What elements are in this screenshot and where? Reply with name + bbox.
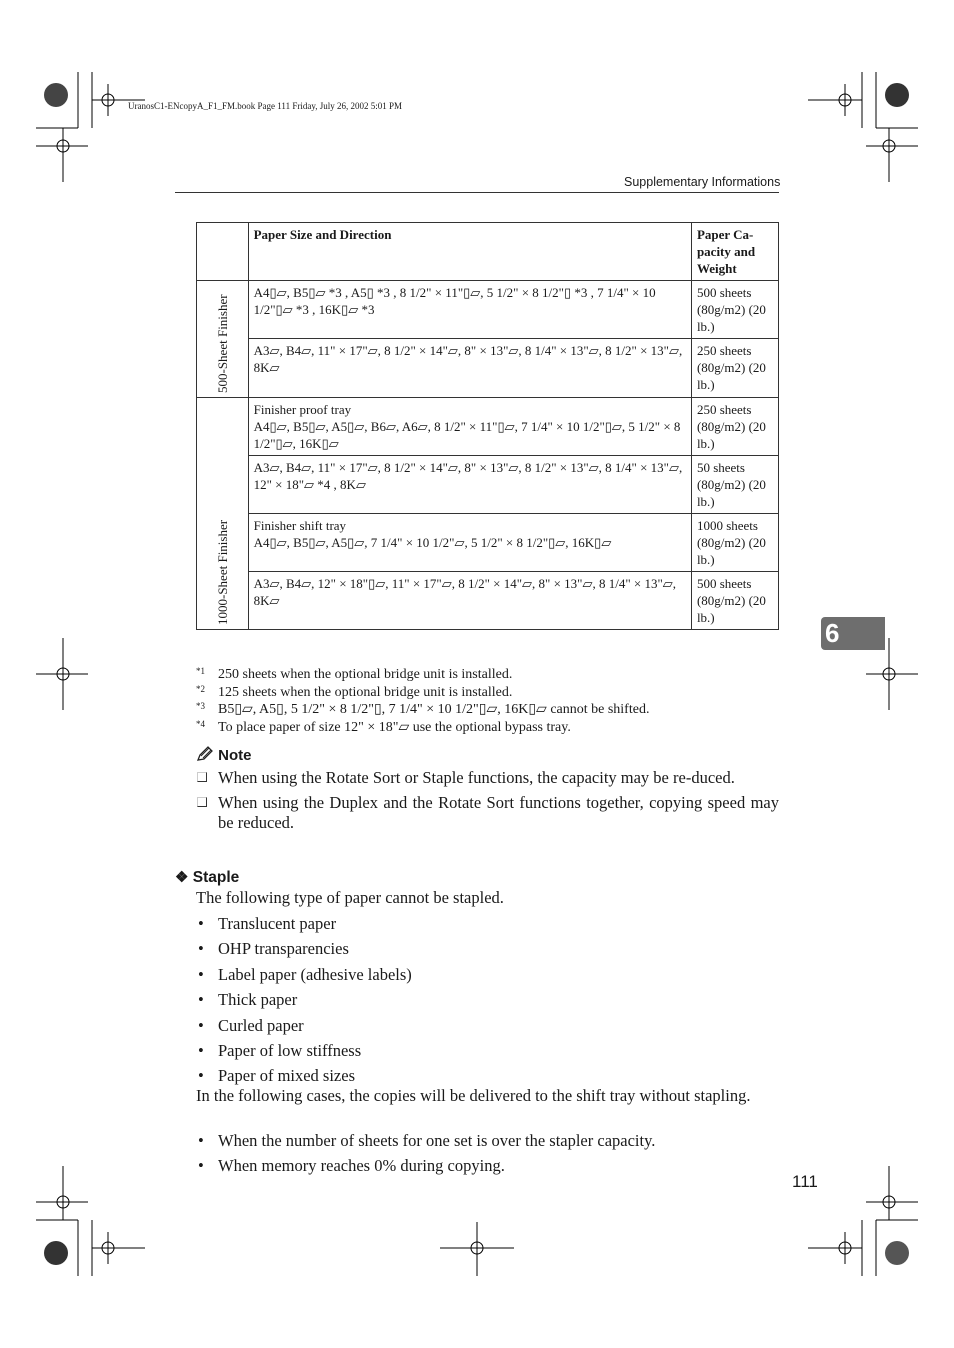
- capacity-cell: 1000 sheets (80g/m2) (20 lb.): [691, 514, 778, 572]
- table-row: [197, 572, 779, 630]
- staple-heading: [175, 868, 239, 887]
- paper-size-table: [196, 222, 779, 630]
- diamond-ornament-icon: ❖: [175, 869, 189, 886]
- footnote-text: To place paper of size 12" × 18"▱ use the optional bypass tray.: [218, 719, 571, 735]
- list-item-text: OHP transparencies: [218, 939, 349, 959]
- pencil-icon: [196, 746, 214, 762]
- size-cell: A4▯▱, B5▯▱ *3 , A5▯ *3 , 8 1/2" × 11"▯▱, 5 1/2" × 8 1/2"▯ *3 , 7 1/4" × 10 1/2"▯▱ *3 , 16K▯▱ *3: [248, 281, 691, 339]
- group-1000-sheet: [197, 398, 249, 630]
- capacity-cell: 250 sheets (80g/m2) (20 lb.): [691, 398, 778, 456]
- list-item-text: Paper of low stiffness: [218, 1040, 362, 1060]
- list-item-text: When the number of sheets for one set is over the stapler capacity.: [218, 1131, 656, 1150]
- footnote-mark: *2: [196, 683, 205, 694]
- note-list: [196, 768, 779, 838]
- size-cell: A3▱, B4▱, 11" × 17"▱, 8 1/2" × 14"▱, 8" × 13"▱, 8 1/2" × 13"▱, 8 1/4" × 13"▱, 12" × 18"▱ *4 , 8K▱: [248, 456, 691, 514]
- bullet-icon: •: [198, 914, 204, 933]
- size-text: A4▯▱, B5▯▱, A5▯▱, B6▱, A6▱, 8 1/2" × 11"▯▱, 7 1/4" × 10 1/2"▯▱, 5 1/2" × 8 1/2"▯▱, 16K▯▱: [253, 419, 681, 451]
- note-item: [196, 768, 779, 788]
- list-item-text: Label paper (adhesive labels): [218, 964, 412, 984]
- header-capacity: Paper Ca-pacity and Weight: [691, 223, 778, 281]
- chapter-tab: 6: [821, 617, 885, 650]
- header-size: Paper Size and Direction: [248, 223, 691, 281]
- staple-title: Staple: [192, 869, 240, 886]
- table-row: [197, 514, 779, 572]
- bullet-icon: •: [198, 1131, 204, 1150]
- bullet-icon: •: [198, 990, 204, 1010]
- group-label: 500-Sheet Finisher: [215, 294, 231, 393]
- footnotes: [196, 666, 649, 736]
- note-text: When using the Duplex and the Rotate Sort functions together, copying speed may be reduced.: [218, 793, 779, 832]
- list-item-text: When memory reaches 0% during copying.: [218, 1156, 505, 1176]
- header-rule: [175, 192, 779, 193]
- size-cell: A3▱, B4▱, 11" × 17"▱, 8 1/2" × 14"▱, 8" × 13"▱, 8 1/4" × 13"▱, 8 1/2" × 13"▱, 8K▱: [248, 339, 691, 398]
- bullet-icon: •: [198, 1066, 204, 1086]
- list-item-text: Translucent paper: [218, 914, 337, 933]
- note-heading: [196, 746, 252, 764]
- footnote: [196, 719, 649, 737]
- capacity-cell: 250 sheets (80g/m2) (20 lb.): [691, 339, 778, 398]
- header-corner-cell: [197, 223, 249, 281]
- capacity-cell: 500 sheets (80g/m2) (20 lb.): [691, 572, 778, 630]
- size-cell: A3▱, B4▱, 12" × 18"▯▱, 11" × 17"▱, 8 1/2" × 14"▱, 8" × 13"▱, 8 1/4" × 13"▱, 8K▱: [248, 572, 691, 630]
- page-number: 111: [792, 1172, 818, 1191]
- size-cell: [248, 398, 691, 456]
- footnote: [196, 701, 649, 719]
- shift-tray-cases-list: [196, 1131, 655, 1182]
- list-item: [196, 1016, 412, 1041]
- checkbox-icon: [197, 772, 207, 782]
- bullet-icon: •: [198, 1015, 204, 1035]
- list-item: [196, 965, 412, 990]
- footnote-mark: *3: [196, 701, 205, 711]
- unstaplable-paper-list: [196, 914, 412, 1092]
- bullet-icon: •: [198, 1040, 204, 1060]
- list-item-text: Thick paper: [218, 990, 298, 1010]
- staple-intro: The following type of paper cannot be stapled.: [196, 888, 504, 907]
- cases-intro: In the following cases, the copies will be delivered to the shift tray without stapling.: [196, 1086, 751, 1105]
- tray-label: Finisher proof tray: [253, 402, 352, 417]
- table-row: [197, 398, 779, 456]
- note-text: When using the Rotate Sort or Staple functions, the capacity may be re-duced.: [218, 768, 735, 787]
- footnote: [196, 684, 649, 702]
- bullet-icon: •: [198, 939, 204, 959]
- capacity-cell: 50 sheets (80g/m2) (20 lb.): [691, 456, 778, 514]
- bullet-icon: •: [198, 1156, 204, 1176]
- footnote-mark: *1: [196, 666, 205, 676]
- footnote-text: 250 sheets when the optional bridge unit is installed.: [218, 667, 513, 682]
- bullet-icon: •: [198, 964, 204, 984]
- table-header-row: [197, 223, 779, 281]
- list-item: [196, 914, 412, 939]
- capacity-cell: 500 sheets (80g/m2) (20 lb.): [691, 281, 778, 339]
- footnote-text: 125 sheets when the optional bridge unit is installed.: [218, 684, 513, 700]
- note-title: Note: [218, 747, 252, 764]
- footnote-text: B5▯▱, A5▯, 5 1/2" × 8 1/2"▯, 7 1/4" × 10 1/2"▯▱, 16K▯▱ cannot be shifted.: [218, 702, 650, 717]
- list-item-text: Paper of mixed sizes: [218, 1066, 356, 1086]
- running-head: Supplementary Informations: [624, 175, 781, 189]
- checkbox-icon: [197, 797, 207, 807]
- table-row: [197, 281, 779, 339]
- list-item: [196, 1131, 655, 1156]
- file-header: UranosC1-ENcopyA_F1_FM.book Page 111 Friday, July 26, 2002 5:01 PM: [128, 101, 402, 111]
- size-cell: [248, 514, 691, 572]
- tray-label: Finisher shift tray: [253, 518, 347, 533]
- list-item: [196, 939, 412, 964]
- group-500-sheet: [197, 281, 249, 398]
- footnote-mark: *4: [196, 718, 205, 729]
- table-row: [197, 339, 779, 398]
- list-item: [196, 1156, 655, 1181]
- group-label: 1000-Sheet Finisher: [215, 519, 231, 625]
- list-item-text: Curled paper: [218, 1015, 304, 1035]
- footnote: [196, 666, 649, 684]
- list-item: [196, 990, 412, 1015]
- size-text: A4▯▱, B5▯▱, A5▯▱, 7 1/4" × 10 1/2"▱, 5 1/2" × 8 1/2"▯▱, 16K▯▱: [253, 535, 612, 550]
- list-item: [196, 1041, 412, 1066]
- table-row: [197, 456, 779, 514]
- note-item: [196, 793, 779, 833]
